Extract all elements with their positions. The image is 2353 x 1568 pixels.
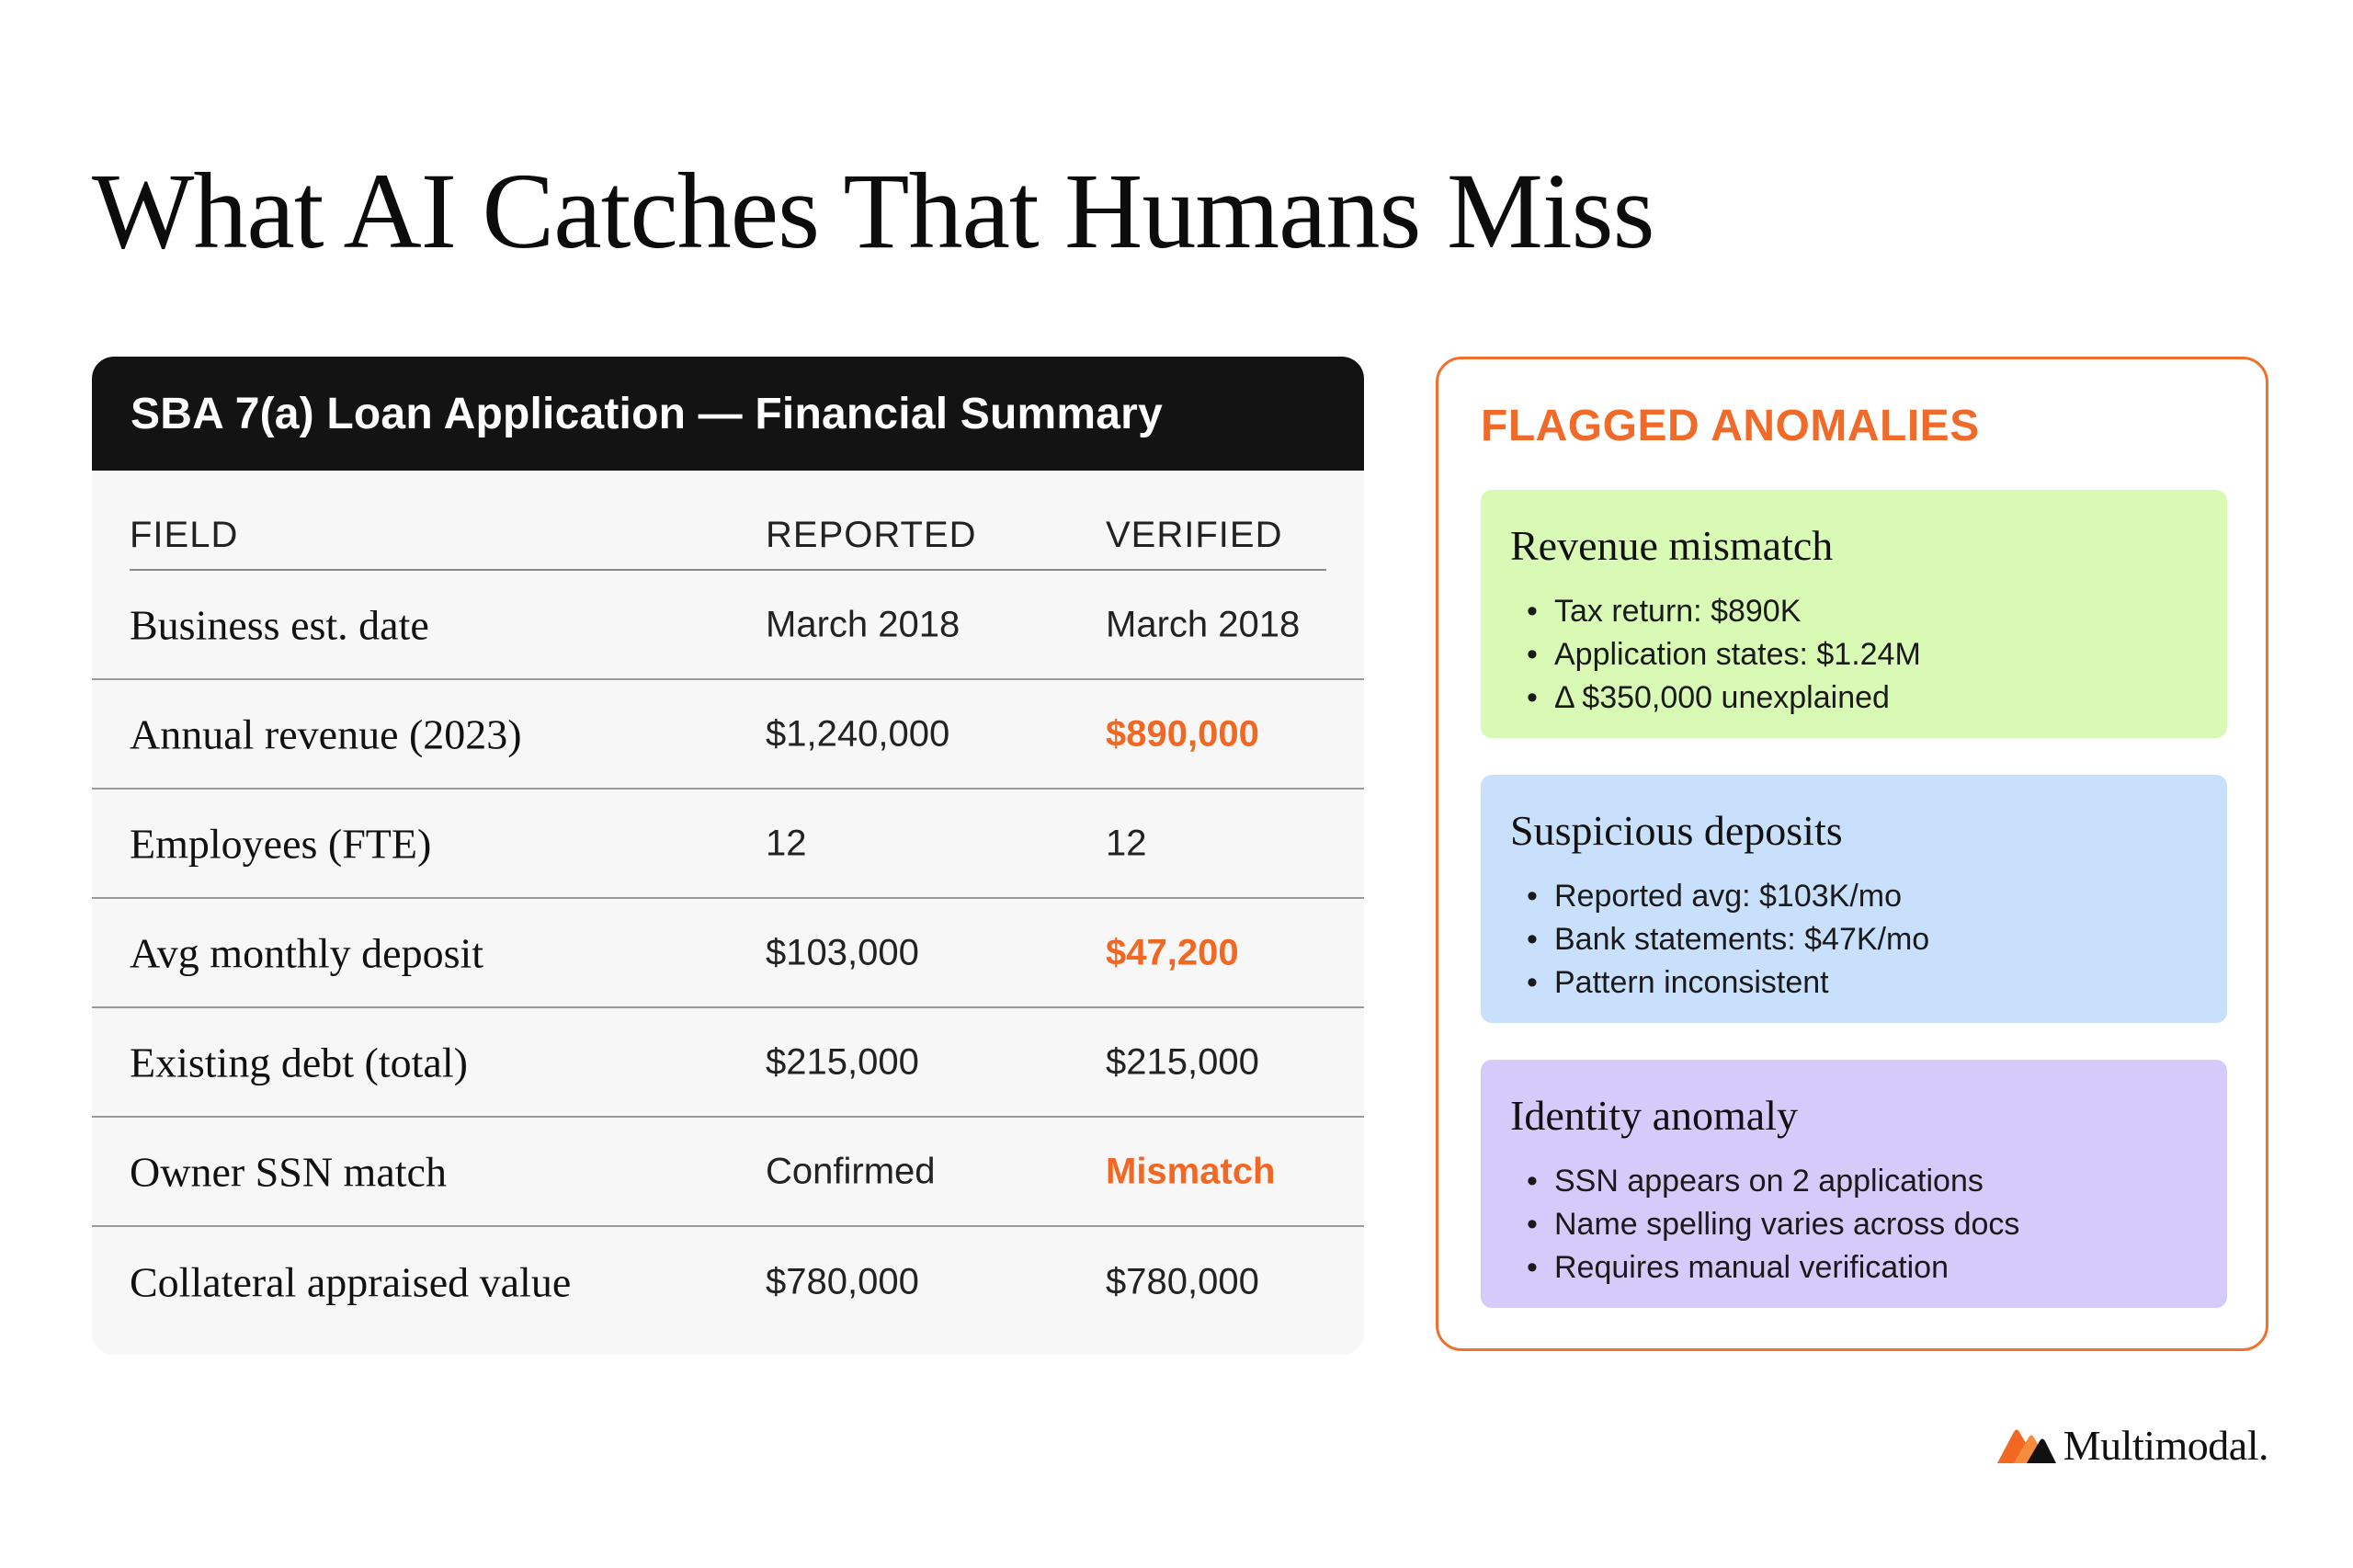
anomaly-detail-item (1510, 961, 2198, 1005)
reported-value: Confirmed (766, 1151, 936, 1191)
anomaly-detail-item (1510, 1203, 2198, 1246)
anomaly-detail-item (1510, 1160, 2198, 1203)
bullet-icon: • (1527, 637, 1538, 672)
bullet-icon: • (1527, 1250, 1538, 1285)
bullet-icon: • (1527, 1207, 1538, 1242)
anomaly-detail-text: Requires manual verification (1554, 1250, 1949, 1285)
bullet-icon: • (1527, 1164, 1538, 1199)
table-row (92, 1008, 1364, 1118)
anomaly-detail-text: Pattern inconsistent (1554, 965, 1829, 1000)
table-row (92, 680, 1364, 790)
anomaly-detail-text: Tax return: $890K (1554, 594, 1802, 629)
anomaly-detail-text: Bank statements: $47K/mo (1554, 922, 1930, 957)
reported-value: 12 (766, 823, 807, 863)
field-label: Existing debt (total) (130, 1039, 468, 1085)
column-header-field: FIELD (130, 515, 239, 555)
anomaly-detail-text: Reported avg: $103K/mo (1554, 879, 1903, 914)
anomaly-detail-item (1510, 676, 2198, 720)
anomaly-detail-text: Name spelling varies across docs (1554, 1207, 2020, 1242)
bullet-icon: • (1527, 680, 1538, 715)
field-label: Employees (FTE) (130, 820, 432, 867)
anomaly-detail-item (1510, 633, 2198, 676)
verified-value: $780,000 (1106, 1261, 1259, 1302)
anomaly-card-revenue-mismatch (1481, 490, 2227, 738)
column-header-verified: VERIFIED (1106, 515, 1283, 555)
anomaly-detail-item (1510, 875, 2198, 918)
page-title: What AI Catches That Humans Miss (92, 151, 1654, 271)
anomaly-card-title: Identity anomaly (1510, 1092, 1798, 1139)
anomaly-card-title: Suspicious deposits (1510, 807, 1843, 854)
verified-value: March 2018 (1106, 604, 1301, 644)
anomaly-card-identity-anomaly (1481, 1060, 2227, 1308)
verified-value: 12 (1106, 823, 1147, 863)
verified-value: $215,000 (1106, 1041, 1259, 1082)
verified-value-flagged: Mismatch (1106, 1151, 1276, 1191)
anomaly-detail-item (1510, 1246, 2198, 1290)
field-label: Owner SSN match (130, 1148, 447, 1195)
anomaly-detail-item (1510, 918, 2198, 961)
table-row (92, 790, 1364, 899)
verified-value-flagged: $890,000 (1106, 713, 1259, 754)
table-row (92, 1118, 1364, 1227)
panel-title: FLAGGED ANOMALIES (1481, 402, 1980, 450)
bullet-icon: • (1527, 922, 1538, 957)
anomaly-detail-item (1510, 590, 2198, 633)
table-row (92, 1227, 1364, 1337)
anomaly-detail-text: SSN appears on 2 applications (1554, 1164, 1984, 1199)
field-label: Avg monthly deposit (130, 929, 484, 976)
reported-value: $1,240,000 (766, 713, 950, 754)
brand-logo (1997, 1421, 2268, 1470)
brand-name: Multimodal. (2063, 1422, 2268, 1469)
bullet-icon: • (1527, 879, 1538, 914)
verified-value-flagged: $47,200 (1106, 932, 1239, 972)
column-header-row (130, 471, 1326, 571)
table-row (92, 571, 1364, 680)
reported-value: $215,000 (766, 1041, 919, 1082)
anomaly-detail-list (1510, 590, 2198, 720)
reported-value: $780,000 (766, 1261, 919, 1302)
multimodal-logo-icon (1997, 1426, 2056, 1465)
field-label: Collateral appraised value (130, 1258, 572, 1306)
field-label: Annual revenue (2023) (130, 710, 522, 757)
flagged-anomalies-panel (1436, 357, 2268, 1351)
table-row (92, 899, 1364, 1008)
anomaly-detail-text: Δ $350,000 unexplained (1554, 680, 1890, 715)
reported-value: March 2018 (766, 604, 961, 644)
financial-summary-table (92, 357, 1364, 1355)
anomaly-detail-list (1510, 875, 2198, 1005)
reported-value: $103,000 (766, 932, 919, 972)
anomaly-detail-text: Application states: $1.24M (1554, 637, 1921, 672)
anomaly-card-title: Revenue mismatch (1510, 522, 1834, 569)
table-header: SBA 7(a) Loan Application — Financial Summary (92, 357, 1364, 471)
column-header-reported: REPORTED (766, 515, 977, 555)
field-label: Business est. date (130, 601, 429, 648)
bullet-icon: • (1527, 965, 1538, 1000)
anomaly-card-suspicious-deposits (1481, 775, 2227, 1023)
bullet-icon: • (1527, 594, 1538, 629)
anomaly-detail-list (1510, 1160, 2198, 1290)
